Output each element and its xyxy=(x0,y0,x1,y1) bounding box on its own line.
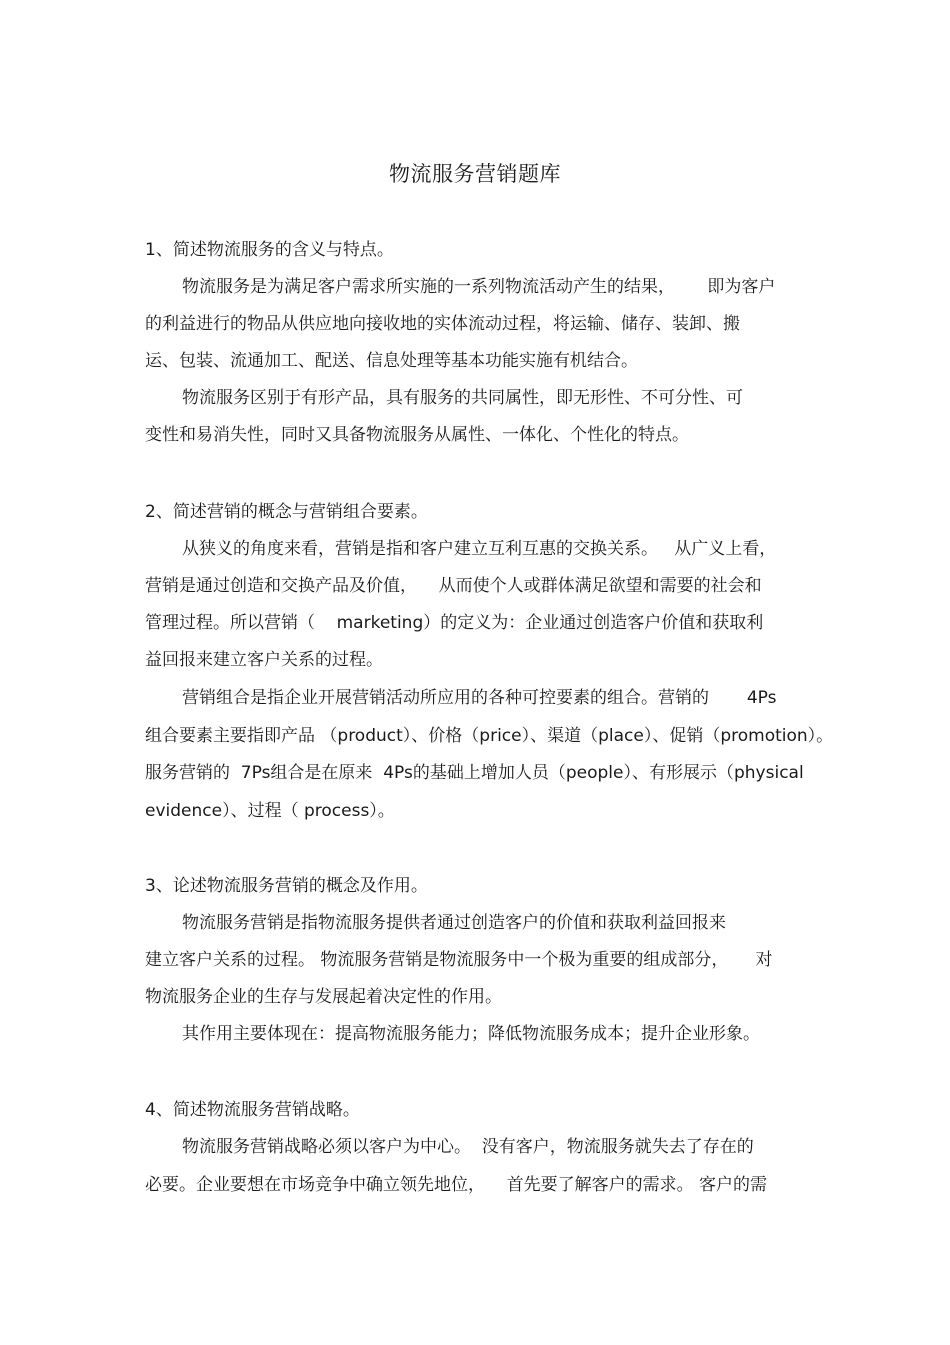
document-title: 物流服务营销题库 xyxy=(389,162,561,186)
paragraph-line: 运、包装、流通加工、配送、信息处理等基本功能实施有机结合。 xyxy=(145,351,638,371)
paragraph-line: 营销组合是指企业开展营销活动所应用的各种可控要素的组合。营销的 4Ps xyxy=(182,688,777,708)
paragraph-line: 服务营销的 7Ps组合是在原来 4Ps的基础上增加人员（people）、有形展示（physical xyxy=(145,763,804,783)
paragraph-line: 物流服务企业的生存与发展起着决定性的作用。 xyxy=(145,987,502,1007)
paragraph-line: 物流服务区别于有形产品，具有服务的共同属性，即无形性、不可分性、可 xyxy=(182,388,743,408)
section-heading: 1、简述物流服务的含义与特点。 xyxy=(145,240,394,260)
paragraph-line: 必要。企业要想在市场竞争中确立领先地位， 首先要了解客户的需求。 客户的需 xyxy=(145,1175,768,1195)
paragraph-line: 的利益进行的物品从供应地向接收地的实体流动过程，将运输、储存、装卸、搬 xyxy=(145,314,740,334)
section-heading: 2、简述营销的概念与营销组合要素。 xyxy=(145,502,428,522)
paragraph-line: 管理过程。所以营销（ marketing）的定义为：企业通过创造客户价值和获取利 xyxy=(145,613,764,633)
paragraph-line: 物流服务营销是指物流服务提供者通过创造客户的价值和获取利益回报来 xyxy=(182,913,726,933)
paragraph-line: 变性和易消失性，同时又具备物流服务从属性、一体化、个性化的特点。 xyxy=(145,425,689,445)
paragraph-line: 物流服务是为满足客户需求所实施的一系列物流活动产生的结果， 即为客户 xyxy=(182,277,776,297)
paragraph-line: 组合要素主要指即产品 （product）、价格（price）、渠道（place）、促销（promotion）。 xyxy=(145,726,834,746)
paragraph-line: 其作用主要体现在：提高物流服务能力；降低物流服务成本；提升企业形象。 xyxy=(182,1024,760,1044)
section-heading: 3、论述物流服务营销的概念及作用。 xyxy=(145,876,428,896)
section-heading: 4、简述物流服务营销战略。 xyxy=(145,1100,360,1120)
paragraph-line: 建立客户关系的过程。 物流服务营销是物流服务中一个极为重要的组成部分， 对 xyxy=(145,950,773,970)
paragraph-line: 益回报来建立客户关系的过程。 xyxy=(145,650,383,670)
paragraph-line: 营销是通过创造和交换产品及价值， 从而使个人或群体满足欲望和需要的社会和 xyxy=(145,576,762,596)
paragraph-line: evidence）、过程（ process）。 xyxy=(145,801,395,821)
paragraph-line: 从狭义的角度来看，营销是指和客户建立互利互惠的交换关系。 从广义上看， xyxy=(182,539,777,559)
paragraph-line: 物流服务营销战略必须以客户为中心。 没有客户，物流服务就失去了存在的 xyxy=(182,1137,754,1157)
